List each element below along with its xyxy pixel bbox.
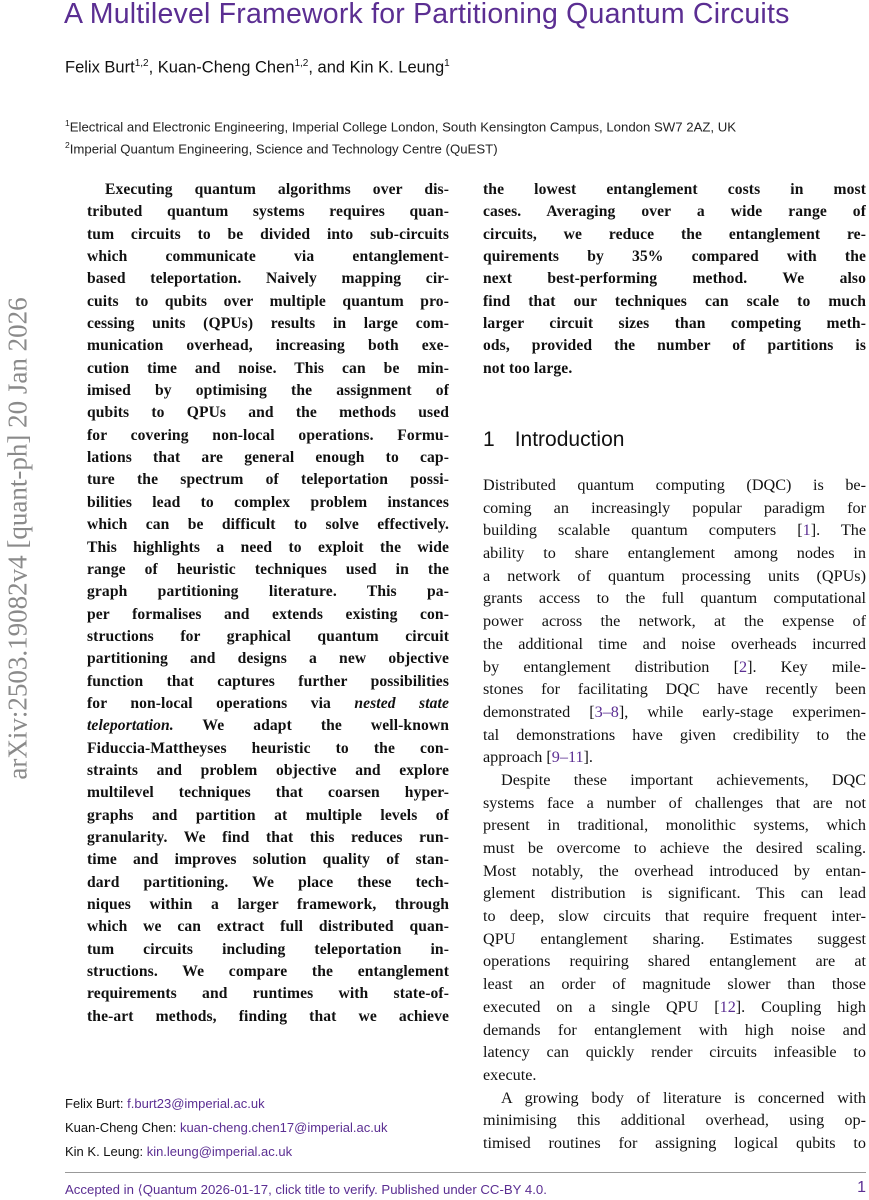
text-line: the lowest entanglement costs in most bbox=[483, 181, 866, 198]
text-line: imised by optimising the assignment of bbox=[87, 382, 449, 400]
text-line: Despite these important achievements, DQC bbox=[501, 770, 866, 789]
text-line: bilities lead to complex problem instances bbox=[87, 493, 449, 511]
text-line: range of heuristic techniques used in the bbox=[87, 560, 449, 578]
author-list bbox=[65, 58, 450, 78]
text-line bbox=[483, 656, 866, 679]
text-line: the additional time and noise overheads incurred bbox=[483, 634, 866, 653]
text-line: tum circuits to be divided into sub-circuits bbox=[87, 225, 449, 243]
text-line: which we can extract full distributed quan- bbox=[87, 918, 449, 936]
text-line: glement distribution is significant. This can lead bbox=[483, 884, 866, 903]
text-line: based teleportation. Naively mapping cir- bbox=[87, 270, 449, 288]
text-line: power across the network, at the expense of bbox=[483, 612, 866, 631]
text-segment: We adapt the well-known bbox=[173, 717, 449, 735]
text-line: ods, provided the number of partitions is bbox=[483, 337, 866, 355]
affiliation-1 bbox=[65, 118, 736, 134]
text-line: function that captures further possibilities bbox=[87, 672, 449, 690]
text-segment: ]. bbox=[583, 748, 593, 767]
text-segment: by entanglement distribution [ bbox=[483, 657, 739, 676]
email-felix-burt bbox=[65, 1096, 265, 1111]
email-name: Felix Burt: bbox=[65, 1096, 124, 1111]
text-line: which communicate via entanglement- bbox=[87, 248, 449, 266]
email-kin-leung bbox=[65, 1144, 292, 1159]
text-line: time and improves solution quality of stan- bbox=[87, 851, 449, 869]
text-line: graph partitioning literature. This pa- bbox=[87, 583, 449, 601]
page-number: 1 bbox=[857, 1179, 866, 1196]
text-line: straints and problem objective and explore bbox=[87, 761, 449, 779]
paragraph bbox=[483, 474, 866, 769]
text-line bbox=[87, 715, 449, 737]
text-line: the-art methods, finding that we achieve bbox=[87, 1007, 449, 1025]
text-line: timised routines for assigning logical qubits to bbox=[483, 1133, 866, 1152]
text-line: qubits to QPUs and the methods used bbox=[87, 404, 449, 422]
text-line: partitioning and designs a new objective bbox=[87, 650, 449, 668]
citation-link[interactable]: 2 bbox=[738, 657, 748, 676]
quantum-journal-logo[interactable]: ⟨Quantum bbox=[137, 1182, 197, 1197]
text-line: A growing body of literature is concerned with bbox=[501, 1088, 866, 1107]
text-line: ture the spectrum of teleportation possi- bbox=[87, 471, 449, 489]
email-name: Kin K. Leung: bbox=[65, 1144, 144, 1159]
text-line: dard partitioning. We place these tech- bbox=[87, 873, 449, 891]
text-line: demands for entanglement with high noise and bbox=[483, 1020, 866, 1039]
affiliation-marker: 2 bbox=[65, 140, 70, 150]
text-segment: ]. Key mile- bbox=[747, 657, 866, 676]
text-line: systems face a number of challenges that are not bbox=[483, 793, 866, 812]
section-heading bbox=[483, 428, 624, 452]
text-line: circuits, we reduce the entanglement re- bbox=[483, 225, 866, 243]
affiliation-2 bbox=[65, 140, 498, 156]
text-segment: executed on a single QPU [ bbox=[483, 997, 720, 1016]
text-line: Executing quantum algorithms over dis- bbox=[105, 181, 449, 198]
text-line: quirements by 35% compared with the bbox=[483, 248, 866, 266]
text-line: lations that are general enough to cap- bbox=[87, 449, 449, 467]
text-line: tributed quantum systems requires quan- bbox=[87, 203, 449, 221]
text-line: not too large. bbox=[483, 359, 573, 377]
email-kuan-cheng-chen bbox=[65, 1120, 388, 1135]
italic-text: nested state bbox=[354, 694, 449, 712]
author-name: Kuan-Cheng Chen bbox=[157, 58, 295, 77]
text-line: coming an increasingly popular paradigm for bbox=[483, 498, 866, 517]
text-line: find that our techniques can scale to much bbox=[483, 292, 866, 310]
section-number: 1 bbox=[483, 428, 495, 451]
text-line bbox=[483, 746, 866, 769]
text-line: structions for graphical quantum circuit bbox=[87, 627, 449, 645]
text-line: requirements and runtimes with state-of- bbox=[87, 985, 449, 1003]
text-line: operations requiring shared entanglement are at bbox=[483, 952, 866, 971]
text-segment: building scalable quantum computers [ bbox=[483, 521, 803, 540]
text-line: tum circuits including teleportation in- bbox=[87, 940, 449, 958]
text-segment: ]. Coupling high bbox=[735, 997, 866, 1016]
text-line: ability to share entanglement among nodes in bbox=[483, 544, 866, 563]
italic-text: teleportation. bbox=[87, 717, 174, 735]
citation-link[interactable]: 1 bbox=[802, 521, 811, 540]
text-line bbox=[483, 519, 866, 542]
arxiv-identifier: arXiv:2503.19082v4 [quant-ph] 20 Jan 2026 bbox=[2, 297, 33, 780]
text-segment: for non-local operations via bbox=[87, 694, 355, 712]
text-line: must be overcome to achieve the desired scaling. bbox=[483, 839, 866, 857]
abstract-column-right bbox=[483, 179, 866, 380]
text-segment: ], while early-stage experimen- bbox=[618, 702, 866, 721]
text-line: grants access to the full quantum computational bbox=[483, 589, 866, 608]
citation-link[interactable]: 12 bbox=[719, 997, 736, 1016]
affiliation-text: Imperial Quantum Engineering, Science and Technology Centre (QuEST) bbox=[69, 141, 498, 157]
author-separator: , bbox=[148, 58, 158, 77]
text-line: QPU entanglement sharing. Estimates suggest bbox=[483, 929, 866, 948]
email-name: Kuan-Cheng Chen: bbox=[65, 1120, 177, 1135]
author-separator: , and bbox=[308, 58, 350, 77]
text-line: niques within a larger framework, through bbox=[87, 896, 449, 913]
text-line bbox=[483, 701, 866, 724]
text-line: larger circuit sizes than competing meth- bbox=[483, 315, 866, 333]
author-name: Kin K. Leung bbox=[349, 58, 445, 77]
text-line: graphs and partition at multiple levels of bbox=[87, 806, 449, 824]
text-line: next best-performing method. We also bbox=[483, 270, 866, 288]
author-affiliation-marker: 1,2 bbox=[134, 58, 149, 69]
author-name: Felix Burt bbox=[65, 58, 135, 77]
email-link[interactable]: f.burt23@imperial.ac.uk bbox=[127, 1096, 265, 1111]
paragraph bbox=[483, 1087, 866, 1155]
citation-link[interactable]: 9–11 bbox=[551, 748, 584, 767]
citation-link[interactable]: 3–8 bbox=[594, 702, 619, 721]
paragraph bbox=[483, 769, 866, 1087]
text-segment: ]. The bbox=[810, 521, 866, 540]
text-line: structions. We compare the entanglement bbox=[87, 963, 449, 981]
footer-divider bbox=[65, 1172, 866, 1173]
text-line: for covering non-local operations. Formu- bbox=[87, 426, 449, 444]
text-line: Fiduccia-Mattheyses heuristic to the con- bbox=[87, 739, 449, 757]
text-line: to deep, slow circuits that require frequent inter- bbox=[483, 907, 866, 926]
text-line: munication overhead, increasing both exe- bbox=[87, 337, 449, 355]
text-line: cases. Averaging over a wide range of bbox=[483, 203, 866, 221]
text-segment: demonstrated [ bbox=[483, 702, 595, 721]
footer-note bbox=[65, 1182, 547, 1198]
text-line bbox=[87, 693, 449, 715]
text-line: a network of quantum processing units (QPUs) bbox=[483, 566, 866, 585]
text-line: per formalises and extends existing con- bbox=[87, 605, 449, 623]
text-line: Most notably, the overhead introduced by entan- bbox=[483, 861, 866, 880]
text-line: tal demonstrations have given credibility to the bbox=[483, 725, 866, 744]
text-line: present in traditional, monolithic systems, which bbox=[483, 816, 866, 835]
abstract-column-left bbox=[87, 179, 449, 1028]
footer-prefix: Accepted in bbox=[65, 1182, 138, 1197]
paper-title[interactable]: A Multilevel Framework for Partitioning Quantum Circuits bbox=[64, 0, 790, 30]
text-line: cuits to qubits over multiple quantum pro- bbox=[87, 292, 449, 310]
text-segment: approach [ bbox=[483, 748, 552, 767]
text-line bbox=[483, 996, 866, 1019]
email-link[interactable]: kin.leung@imperial.ac.uk bbox=[146, 1144, 293, 1159]
author-affiliation-marker: 1,2 bbox=[294, 58, 309, 69]
text-line: cution time and noise. This can be min- bbox=[87, 359, 449, 377]
footer-text: 2026-01-17, click title to verify. Published under CC-BY 4.0. bbox=[196, 1182, 547, 1197]
text-line: least an order of magnitude slower than those bbox=[483, 975, 866, 994]
text-line: which can be difficult to solve effectively. bbox=[87, 516, 449, 534]
introduction-body bbox=[483, 474, 866, 1155]
affiliation-marker: 1 bbox=[65, 118, 70, 128]
text-line: minimising this additional overhead, using op- bbox=[483, 1111, 866, 1130]
email-link[interactable]: kuan-cheng.chen17@imperial.ac.uk bbox=[179, 1120, 388, 1135]
text-line: cessing units (QPUs) results in large com- bbox=[87, 315, 449, 333]
text-line: stones for facilitating DQC have recently been bbox=[483, 680, 866, 699]
text-line: Distributed quantum computing (DQC) is be- bbox=[483, 476, 866, 494]
text-line: execute. bbox=[483, 1065, 537, 1084]
text-line: granularity. We find that this reduces run- bbox=[87, 828, 449, 846]
section-title: Introduction bbox=[514, 428, 625, 451]
text-line: multilevel techniques that coarsen hyper- bbox=[87, 784, 449, 802]
text-line: latency can quickly render circuits infeasible to bbox=[483, 1043, 866, 1062]
text-line: This highlights a need to exploit the wide bbox=[87, 538, 449, 556]
author-affiliation-marker: 1 bbox=[444, 58, 450, 69]
affiliation-text: Electrical and Electronic Engineering, Imperial College London, South Kensington Campus, London SW7 2AZ, UK bbox=[69, 119, 737, 135]
